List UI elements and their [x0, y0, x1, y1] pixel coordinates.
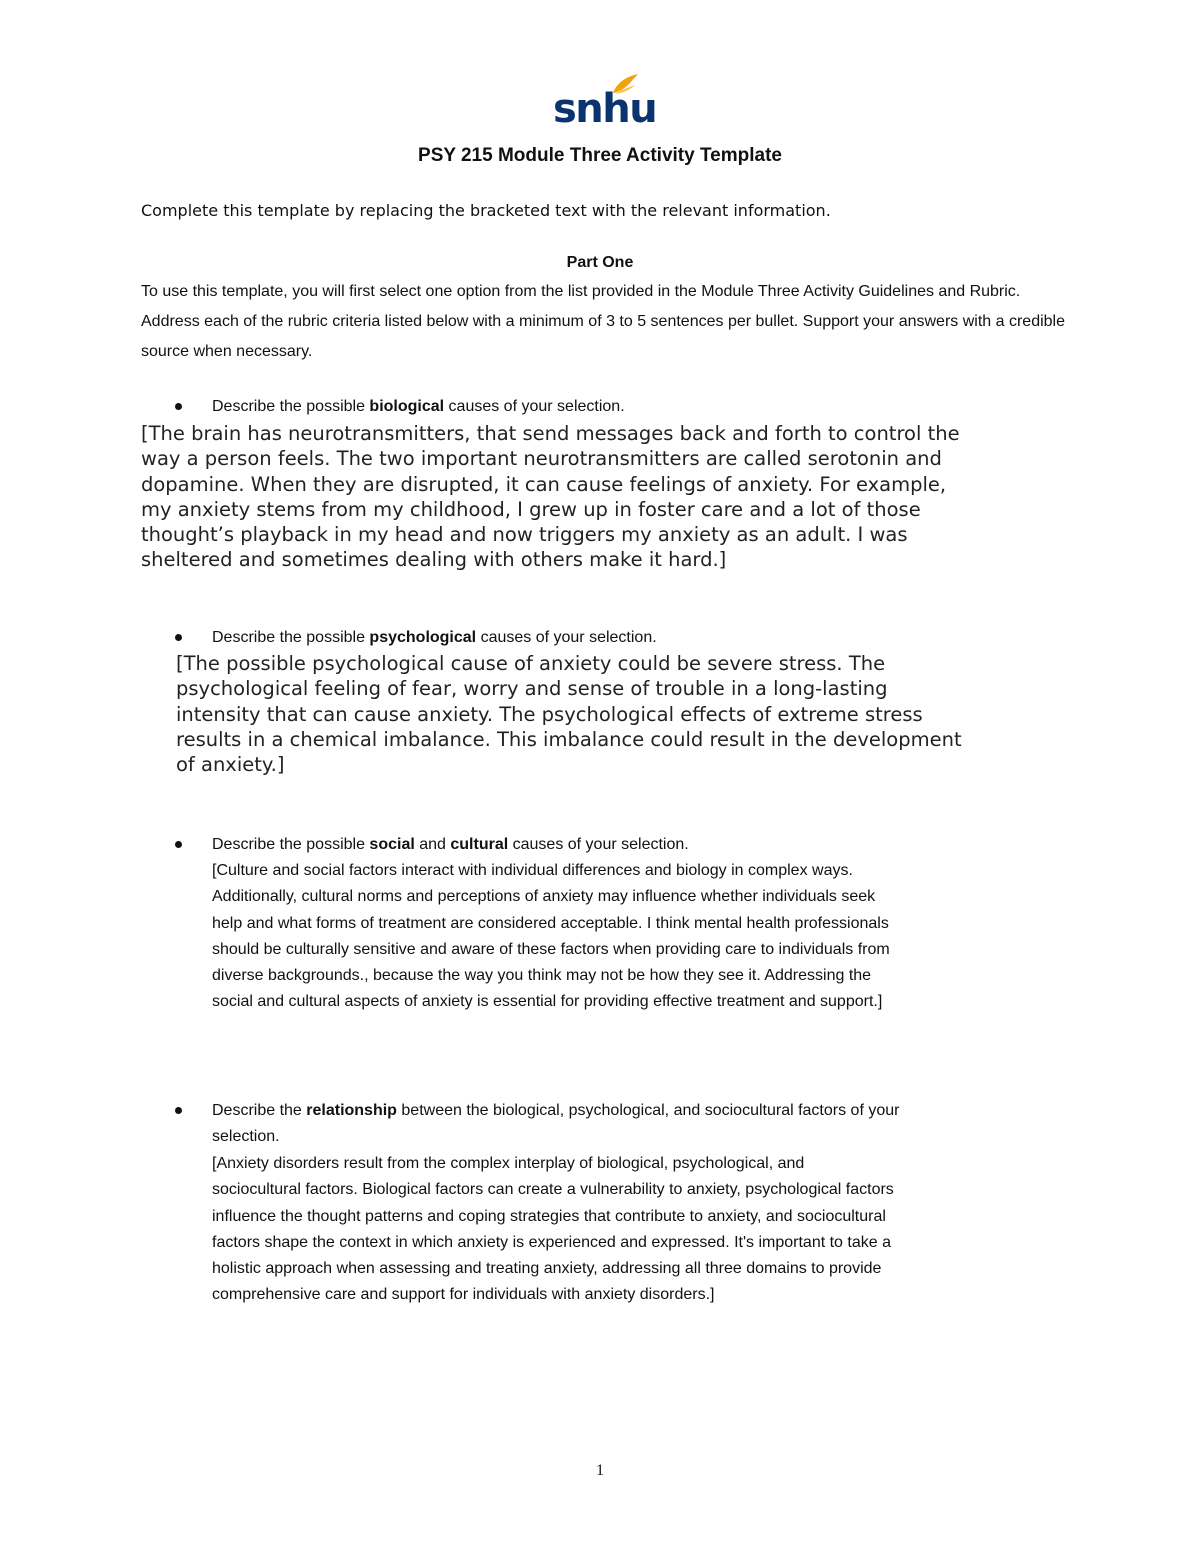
answer-line: help and what forms of treatment are considered acceptable. I think mental health professionals [212, 914, 889, 932]
prompt-keyword: social [369, 836, 415, 853]
prompt-keyword: biological [369, 398, 445, 415]
answer-line: way a person feels. The two important neurotransmitters are called serotonin and [141, 447, 942, 471]
bullet-icon [175, 403, 182, 410]
answer-relationship [212, 1151, 1072, 1309]
prompt-social-cultural [212, 832, 1072, 858]
answer-line: sheltered and sometimes dealing with others make it hard.] [141, 548, 727, 572]
answer-line: influence the thought patterns and coping strategies that contribute to anxiety, and sociocultural [212, 1207, 886, 1225]
prompt-text: between the biological, psychological, and sociocultural factors of your [396, 1102, 900, 1119]
answer-line: Additionally, cultural norms and perceptions of anxiety may influence whether individuals seek [212, 888, 876, 906]
answer-line: my anxiety stems from my childhood, I grew up in foster care and a lot of those [141, 497, 921, 521]
answer-social-cultural [212, 858, 1072, 1016]
prompt-text: Describe the possible [212, 836, 370, 853]
answer-biological [141, 421, 1101, 573]
answer-line: thought’s playback in my head and now triggers my anxiety as an adult. I was [141, 523, 908, 547]
answer-line: holistic approach when assessing and treating anxiety, addressing all three domains to provide [212, 1260, 882, 1278]
answer-psychological [176, 651, 1096, 777]
answer-line: of anxiety.] [176, 753, 285, 777]
prompt-text: Describe the [212, 1102, 307, 1119]
bullet-icon [175, 1107, 182, 1114]
instructions-text: To use this template, you will first select one option from the list provided in the Module Three Activity Guidelines and Rubric. Address each of the rubric criteria listed below with a minimum of 3 to 5 sentences per bullet. Support your answers with a credible source when necessary. [141, 283, 1065, 360]
answer-line: [The brain has neurotransmitters, that send messages back and forth to control the [141, 422, 960, 445]
part-one-heading: Part One [566, 254, 634, 271]
prompt-text: causes of your selection. [508, 836, 689, 853]
answer-line: diverse backgrounds., because the way you think may not be how they see it. Addressing the [212, 967, 872, 985]
snhu-logo [553, 73, 657, 133]
answer-line: comprehensive care and support for individuals with anxiety disorders.] [212, 1286, 715, 1304]
prompt-relationship [212, 1098, 1072, 1150]
answer-line: results in a chemical imbalance. This imbalance could result in the development [176, 727, 962, 751]
answer-line: sociocultural factors. Biological factors can create a vulnerability to anxiety, psychological factors [212, 1181, 894, 1199]
answer-line: intensity that can cause anxiety. The psychological effects of extreme stress [176, 702, 923, 726]
prompt-text: Describe the possible [212, 398, 370, 415]
page-number: 1 [596, 1462, 604, 1479]
prompt-psychological [212, 625, 1072, 651]
prompt-text: causes of your selection. [444, 398, 625, 415]
logo-wordmark: snhu [553, 86, 657, 132]
prompt-keyword: cultural [450, 836, 509, 853]
answer-line: [Culture and social factors interact with individual differences and biology in complex ways. [212, 862, 853, 879]
prompt-text: and [414, 836, 451, 853]
intro-text: Complete this template by replacing the bracketed text with the relevant information. [141, 201, 831, 220]
document-title: PSY 215 Module Three Activity Template [418, 145, 782, 166]
prompt-biological [212, 394, 1072, 420]
prompt-line: selection. [212, 1128, 280, 1145]
answer-line: should be culturally sensitive and aware of these factors when providing care to individuals from [212, 940, 890, 958]
answer-line: psychological feeling of fear, worry and sense of trouble in a long-lasting [176, 677, 888, 701]
answer-line: factors shape the context in which anxiety is experienced and expressed. It's important to take a [212, 1233, 891, 1251]
prompt-line [212, 1098, 1072, 1124]
answer-line: social and cultural aspects of anxiety is essential for providing effective treatment and support.] [212, 993, 883, 1011]
bullet-icon [175, 634, 182, 641]
bullet-icon [175, 841, 182, 848]
answer-line: dopamine. When they are disrupted, it can cause feelings of anxiety. For example, [141, 472, 947, 496]
prompt-keyword: relationship [306, 1102, 397, 1119]
prompt-text: causes of your selection. [476, 629, 657, 646]
answer-line: [The possible psychological cause of anxiety could be severe stress. The [176, 652, 886, 675]
answer-line: [Anxiety disorders result from the complex interplay of biological, psychological, and [212, 1155, 805, 1172]
prompt-text: Describe the possible [212, 629, 370, 646]
prompt-keyword: psychological [369, 629, 477, 646]
